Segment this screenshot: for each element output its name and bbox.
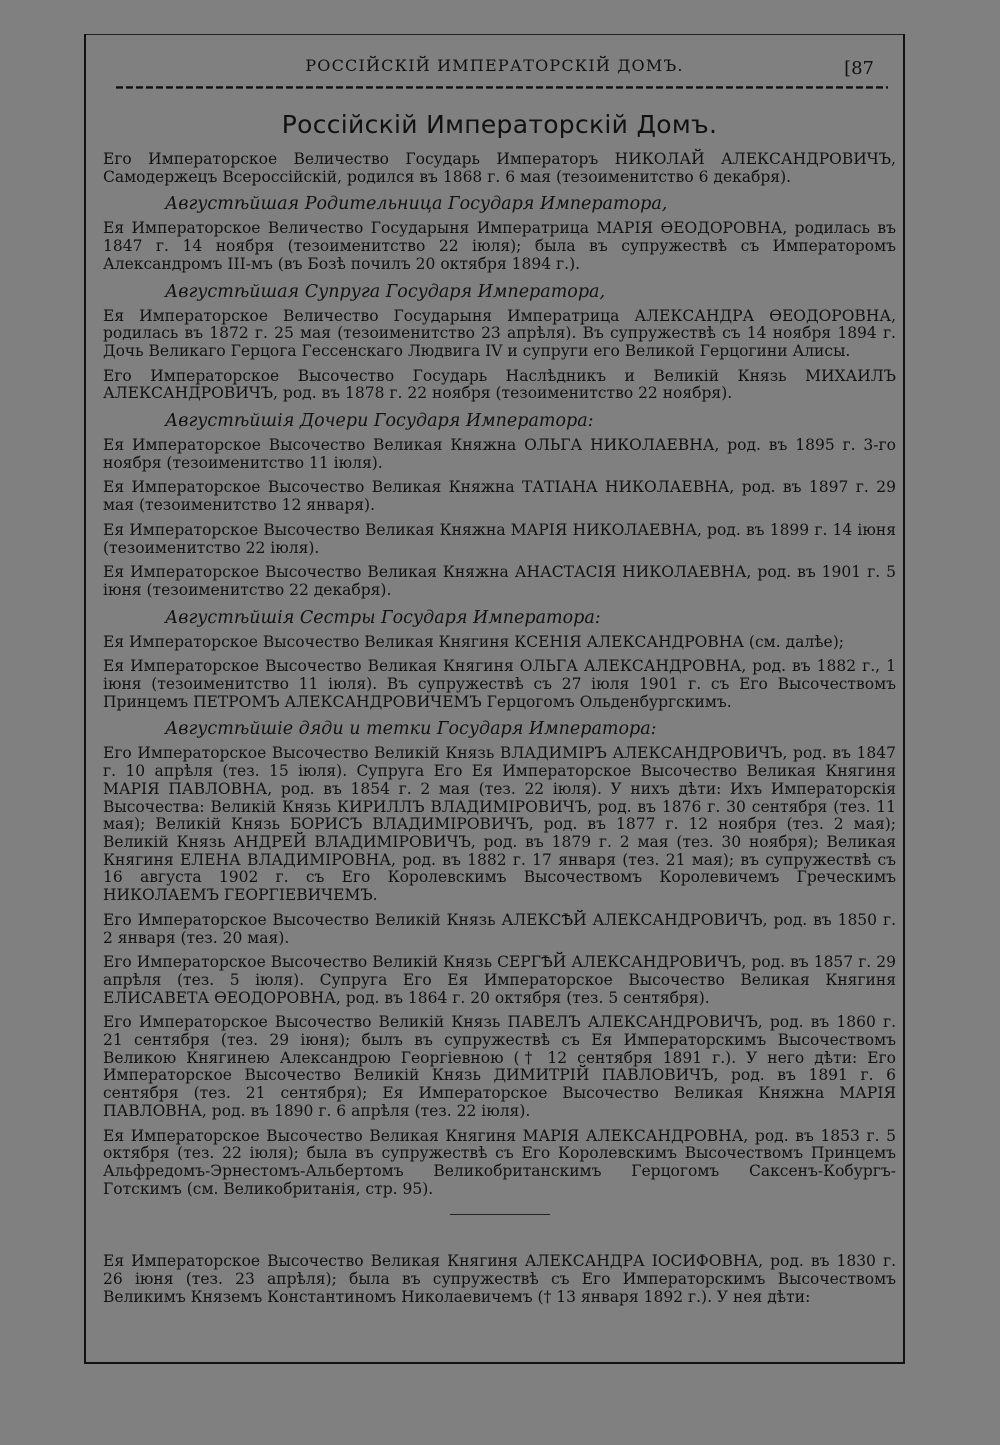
section-heading: Августѣйшіе дяди и тетки Государя Императора: [165,719,657,740]
entry-paragraph: Ея Императорское Высочество Великая Княжна МАРІЯ НИКОЛАЕВНА, род. въ 1899 г. 14 іюня (тезоименитство 22 іюля). [103,520,896,557]
page-number: [87 [844,58,874,79]
running-head: РОССІЙСКІЙ ИМПЕРАТОРСКІЙ ДОМЪ. [305,56,684,75]
entry-paragraph: Ея Императорское Высочество Великая Княжна АНАСТАСІЯ НИКОЛАЕВНА, род. въ 1901 г. 5 іюня (тезоименитство 22 декабря). [103,563,896,599]
section-daughters [103,410,896,600]
section-divider [450,1214,550,1215]
page-content [103,110,896,1313]
section-heading: Августѣйшая Родительница Государя Императора, [165,194,668,215]
entry-paragraph: Ея Императорское Высочество Великая Княгиня КСЕНІЯ АЛЕКСАНДРОВНА (см. далѣе); [103,632,844,651]
entry-paragraph: Его Императорское Высочество Великій Князь ПАВЕЛЪ АЛЕКСАНДРОВИЧЪ, род. въ 1860 г. 21 сентября (тез. 29 іюня); былъ въ супружествѣ съ Ея Императорскимъ Высочествомъ Великою Княгинею Александрою Георгіевною († 12 сентября 1891 г.). У него дѣти: Его Императорское Высочество Великій Князь ДИМИТРІЙ ПАВЛОВИЧЪ, род. въ 1891 г. 6 сентября (тез. 21 сентября); Ея Императорское Высочество Великая Княжна МАРІЯ ПАВЛОВНА, род. въ 1890 г. 6 апрѣля (тез. 22 іюля). [103,1013,896,1120]
section-uncles-aunts [103,718,896,1198]
section-heading: Августѣйшая Супруга Государя Императора, [165,281,606,302]
entry-paragraph: Ея Императорское Высочество Великая Княгиня ОЛЬГА АЛЕКСАНДРОВНА, род. въ 1882 г., 1 іюня (тезоименитство 11 іюля). Въ супружествѣ съ 27 іюля 1901 г. съ Его Высочествомъ Принцемъ ПЕТРОМЪ АЛЕКСАНДРОВИЧЕМЪ Герцогомъ Ольденбургскимъ. [103,657,896,711]
section-consort [103,281,896,404]
entry-paragraph: Его Императорское Высочество Великій Князь СЕРГѢЙ АЛЕКСАНДРОВИЧЪ, род. въ 1857 г. 29 апрѣля (тез. 5 іюля). Супруга Его Ея Императорское Высочество Великая Княгиня ЕЛИСАВЕТА ѲЕОДОРОВНА, род. въ 1864 г. 20 октября (тез. 5 сентября). [103,953,896,1007]
final-entry-paragraph: Ея Императорское Высочество Великая Княгиня АЛЕКСАНДРА ІОСИФОВНА, род. въ 1830 г. 26 іюня (тез. 23 апрѣля); была въ супружествѣ съ Его Императорскимъ Высочествомъ Великимъ Княземъ Константиномъ Николаевичемъ († 13 января 1892 г.). У нея дѣти: [103,1252,896,1306]
page-title: Россійскій Императорскій Домъ. [281,110,718,139]
entry-paragraph: Ея Императорское Высочество Великая Княжна ТАТІАНА НИКОЛАЕВНА, род. въ 1897 г. 29 мая (тезоименитство 12 января). [103,478,896,515]
entry-paragraph: Ея Императорское Высочество Великая Княгиня МАРІЯ АЛЕКСАНДРОВНА, род. въ 1853 г. 5 октября (тез. 22 іюля); была въ супружествѣ съ Его Королевскимъ Высочествомъ Принцемъ Альфредомъ-Эрнестомъ-Альбертомъ Великобританскимъ Герцогомъ Саксенъ-Кобургъ-Готскимъ (см. Великобританія, стр. 95). [103,1126,896,1198]
entry-paragraph: Ея Императорское Величество Государыня Императрица МАРІЯ ѲЕОДОРОВНА, родилась въ 1847 г. 14 ноября (тезоименитство 22 іюля); была въ супружествѣ съ Императоромъ Александромъ III-мъ (въ Бозѣ почилъ 20 октября 1894 г.). [103,219,896,273]
entry-paragraph: Ея Императорское Высочество Великая Княжна ОЛЬГА НИКОЛАЕВНА, род. въ 1895 г. 3-го ноября (тезоименитство 11 іюля). [103,436,896,472]
entry-paragraph: Ея Императорское Величество Государыня Императрица АЛЕКСАНДРА ѲЕОДОРОВНА, родилась въ 1872 г. 25 мая (тезоименитство 23 апрѣля). Въ супружествѣ съ 14 ноября 1894 г. Дочь Великаго Герцога Гессенскаго Людвига IV и супруги его Великой Герцогини Алисы. [103,306,896,360]
section-heading: Августѣйшія Сестры Государя Императора: [165,607,601,628]
section-heading: Августѣйшія Дочери Государя Императора: [165,411,594,432]
section-mother [103,193,896,273]
entry-paragraph: Его Императорское Высочество Великій Князь ВЛАДИМІРЪ АЛЕКСАНДРОВИЧЪ, род. въ 1847 г. 10 апрѣля (тез. 15 іюля). Супруга Его Ея Императорское Высочество Великая Княгиня МАРІЯ ПАВЛОВНА, род. въ 1854 г. 2 мая (тез. 22 іюля). У нихъ дѣти: Ихъ Императорскія Высочества: Великій Князь КИРИЛЛЪ ВЛАДИМІРОВИЧЪ, род. въ 1876 г. 30 сентября (тез. 11 мая); Великій Князь БОРИСЪ ВЛАДИМІРОВИЧЪ, род. въ 1877 г. 12 ноября (тез. 2 мая); Великій Князь АНДРЕЙ ВЛАДИМІРОВИЧЪ, род. въ 1879 г. 2 мая (тез. 30 ноября); Великая Княгиня ЕЛЕНА ВЛАДИМІРОВНА, род. въ 1882 г. 17 января (тез. 21 мая); въ супружествѣ съ 16 августа 1902 г. съ Его Королевскимъ Высочествомъ Королевичемъ Греческимъ НИКОЛАЕМЪ ГЕОРГІЕВИЧЕМЪ. [103,744,896,905]
entry-paragraph: Его Императорское Высочество Великій Князь АЛЕКСѢЙ АЛЕКСАНДРОВИЧЪ, род. въ 1850 г. 2 января (тез. 20 мая). [103,910,896,947]
intro-paragraph: Его Императорское Величество Государь Императоръ НИКОЛАЙ АЛЕКСАНДРОВИЧЪ, Самодержецъ Всероссійскій, родился въ 1868 г. 6 мая (тезоименитство 6 декабря). [103,150,896,186]
section-sisters [103,607,896,712]
entry-paragraph: Его Императорское Высочество Государь Наслѣдникъ и Великій Князь МИХАИЛЪ АЛЕКСАНДРОВИЧЪ, род. въ 1878 г. 22 ноября (тезоименитство 22 ноября). [103,366,896,403]
